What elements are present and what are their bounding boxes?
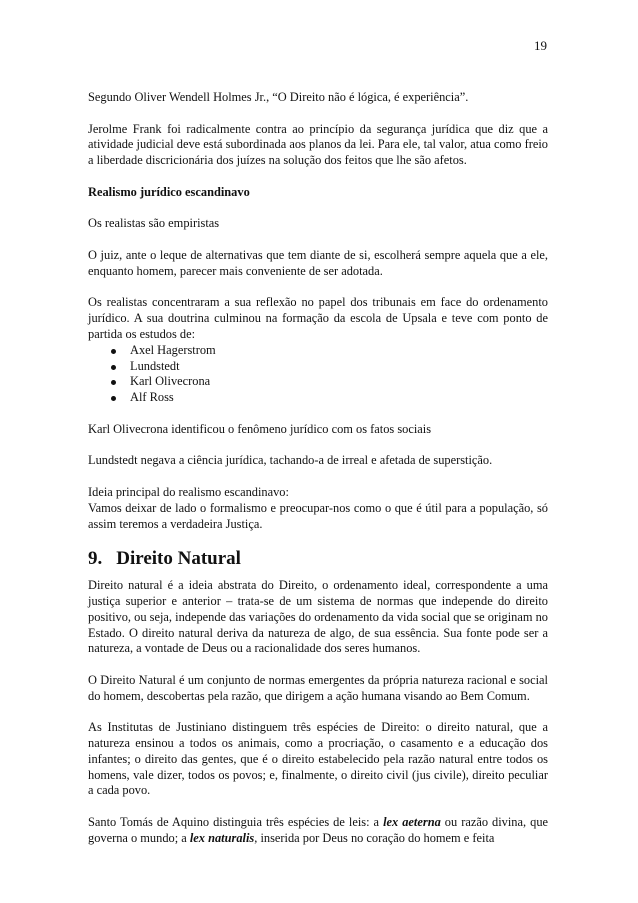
list-item: Lundstedt xyxy=(130,359,548,375)
lundstedt-paragraph: Lundstedt negava a ciência jurídica, tachando-a de irreal e afetada de superstição. xyxy=(88,453,493,468)
concentraram-paragraph: Os realistas concentraram a sua reflexão no papel dos tribunais em face do ordenamento jurídico. A sua doutrina culminou na formação da escola de Upsala e teve com ponto de partida os estudos de: xyxy=(88,295,548,341)
lex-naturalis-term: lex naturalis xyxy=(189,830,255,845)
aquino-paragraph xyxy=(88,815,548,847)
aquino-text-c: , inserida por Deus no coração do homem e feita xyxy=(254,830,495,845)
list-item: Axel Hagerstrom xyxy=(130,343,548,359)
scholars-list xyxy=(88,343,548,406)
list-item: Karl Olivecrona xyxy=(130,374,548,390)
olivecrona-paragraph: Karl Olivecrona identificou o fenômeno jurídico com os fatos sociais xyxy=(88,421,432,436)
section-number: 9. xyxy=(88,548,103,570)
frank-paragraph: Jerolme Frank foi radicalmente contra ao princípio da segurança jurídica que diz que a atividade judicial deve está subordinada aos planos da lei. Para ele, tal valor, atua como freio a liberdade discricionária dos juízes na solução dos feitos que lhe são afetos. xyxy=(88,121,548,168)
section-title: Direito Natural xyxy=(116,548,241,570)
aquino-text-b: ou razão divina, que governa o mundo; a xyxy=(88,815,549,845)
aquino-text-a: Santo Tomás de Aquino distinguia três espécies de leis: a xyxy=(88,815,384,830)
holmes-paragraph: Segundo Oliver Wendell Holmes Jr., “O Direito não é lógica, é experiência”. xyxy=(88,90,469,104)
realismo-heading: Realismo jurídico escandinavo xyxy=(88,184,250,199)
ideia-paragraph: Vamos deixar de lado o formalismo e preocupar-nos como o que é útil para a população, só assim teremos a verdadeira Justiça. xyxy=(88,500,548,531)
juiz-paragraph: O juiz, ante o leque de alternativas que tem diante de si, escolherá sempre aquela que a ele, enquanto homem, parecer mais conveniente de ser adotada. xyxy=(88,247,548,278)
empiristas-paragraph: Os realistas são empiristas xyxy=(88,216,220,231)
list-item: Alf Ross xyxy=(130,390,548,406)
lex-aeterna-term: lex aeterna xyxy=(383,815,441,830)
page-content xyxy=(88,90,548,862)
direito-natural-paragraph: Direito natural é a ideia abstrata do Direito, o ordenamento ideal, correspondente a uma justiça superior e anterior – trata-se de um sistema de normas que independe do direito positivo, ou seja, independe das variações do ordenamento da vida social que se originam no Estado. O direito natural deriva da natureza de algo, de sua essência. Sua fonte pode ser a natureza, a vontade de Deus ou a racionalidade dos seres humanos. xyxy=(88,578,548,656)
section-heading xyxy=(88,548,548,570)
conjunto-normas-paragraph: O Direito Natural é um conjunto de normas emergentes da própria natureza racional e social do homem, descobertas pela razão, que dirigem a ação humana visando ao Bem Comum. xyxy=(88,672,548,703)
institutas-paragraph: As Institutas de Justiniano distinguem três espécies de Direito: o direito natural, que a natureza ensinou a todos os animais, como a procriação, o casamento e a educação dos infantes; o direito das gentes, que é o direito estabelecido pela razão natural entre todos os homens, vale dizer, todos os povos; e, finalmente, o direito civil (jus civile), direito peculiar a cada povo. xyxy=(88,720,548,798)
ideia-label: Ideia principal do realismo escandinavo: xyxy=(88,484,289,499)
page-number: 19 xyxy=(534,38,547,53)
